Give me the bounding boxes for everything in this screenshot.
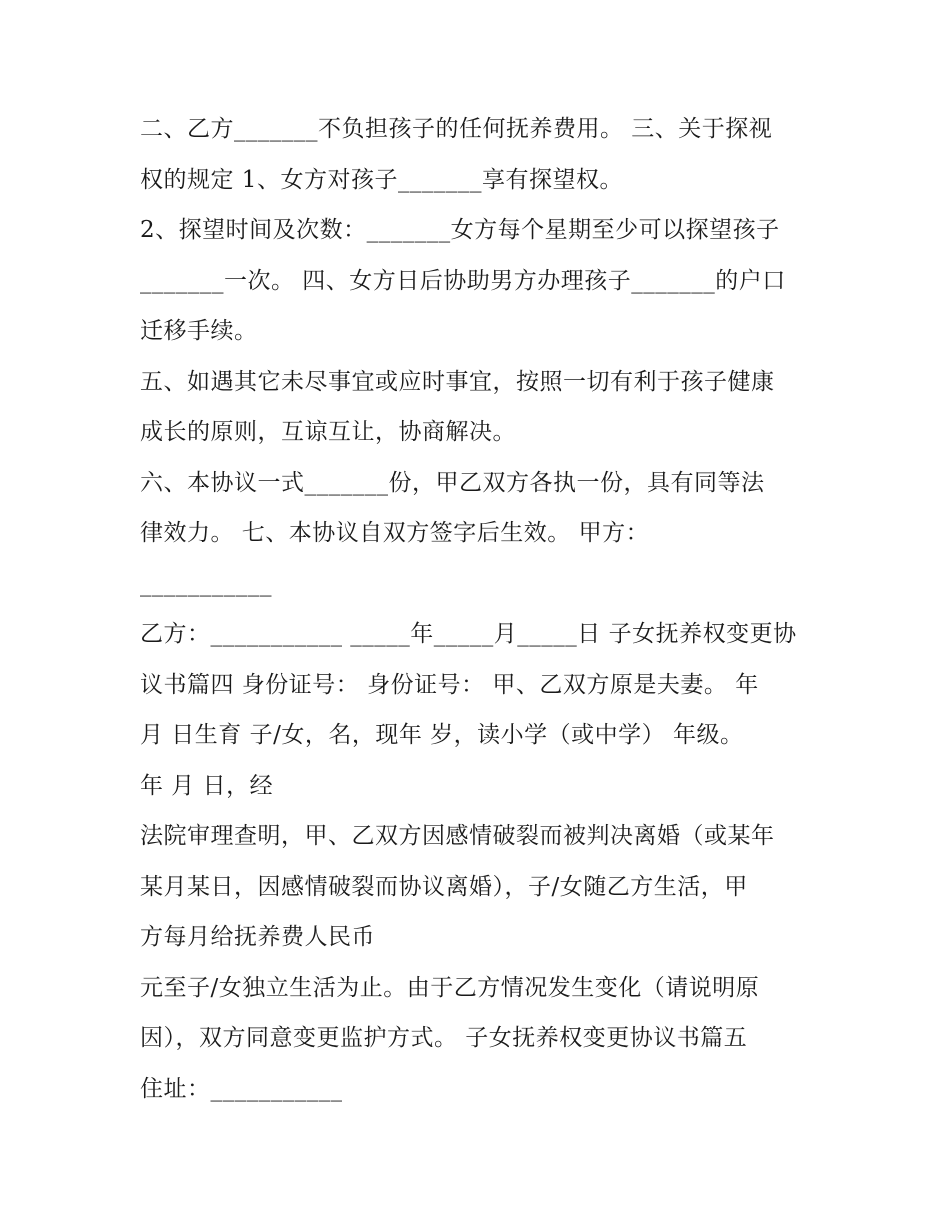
text-line: 乙方：___________ _____年_____月_____日 子女抚养权变更协 <box>140 621 797 647</box>
text-line: 因），双方同意变更监护方式。 子女抚养权变更协议书篇五 <box>140 1025 748 1051</box>
text-line: 权的规定 1、女方对孩子_______享有探望权。 <box>140 166 623 193</box>
text-line: 二、乙方_______不负担孩子的任何抚养费用。 三、关于探视 <box>140 116 773 142</box>
document-body <box>140 104 830 1114</box>
text-line: 议书篇四 身份证号： 身份证号： 甲、乙双方原是夫妻。 年 <box>140 671 759 698</box>
text-line: _______一次。 四、女方日后协助男方办理孩子_______的户口 <box>140 267 786 294</box>
text-line: 迁移手续。 <box>140 318 258 344</box>
text-line: 成长的原则，互谅互让，协商解决。 <box>140 419 516 445</box>
text-line: 2、探望时间及次数：_______女方每个星期至少可以探望孩子 <box>140 217 780 243</box>
text-line: 五、如遇其它未尽事宜或应时事宜，按照一切有利于孩子健康 <box>140 368 775 395</box>
signature-blank: ___________ <box>140 570 272 597</box>
text-line: 某月某日，因感情破裂而协议离婚），子/女随乙方生活，甲 <box>140 873 748 900</box>
text-line: 六、本协议一式_______份，甲乙双方各执一份，具有同等法 <box>140 469 765 496</box>
text-line: 法院审理查明，甲、乙双方因感情破裂而被判决离婚（或某年 <box>140 823 775 849</box>
text-line: 月 日生育 子/女，名，现年 岁，读小学（或中学） 年级。 <box>140 722 744 748</box>
text-line: 元至子/女独立生活为止。由于乙方情况发生变化（请说明原 <box>140 974 760 1001</box>
address-line: 住址：___________ <box>140 1075 343 1102</box>
text-line: 律效力。 七、本协议自双方签字后生效。 甲方： <box>140 520 650 546</box>
text-line: 年 月 日，经 <box>140 772 274 799</box>
text-line: 方每月给抚养费人民币 <box>140 924 375 950</box>
